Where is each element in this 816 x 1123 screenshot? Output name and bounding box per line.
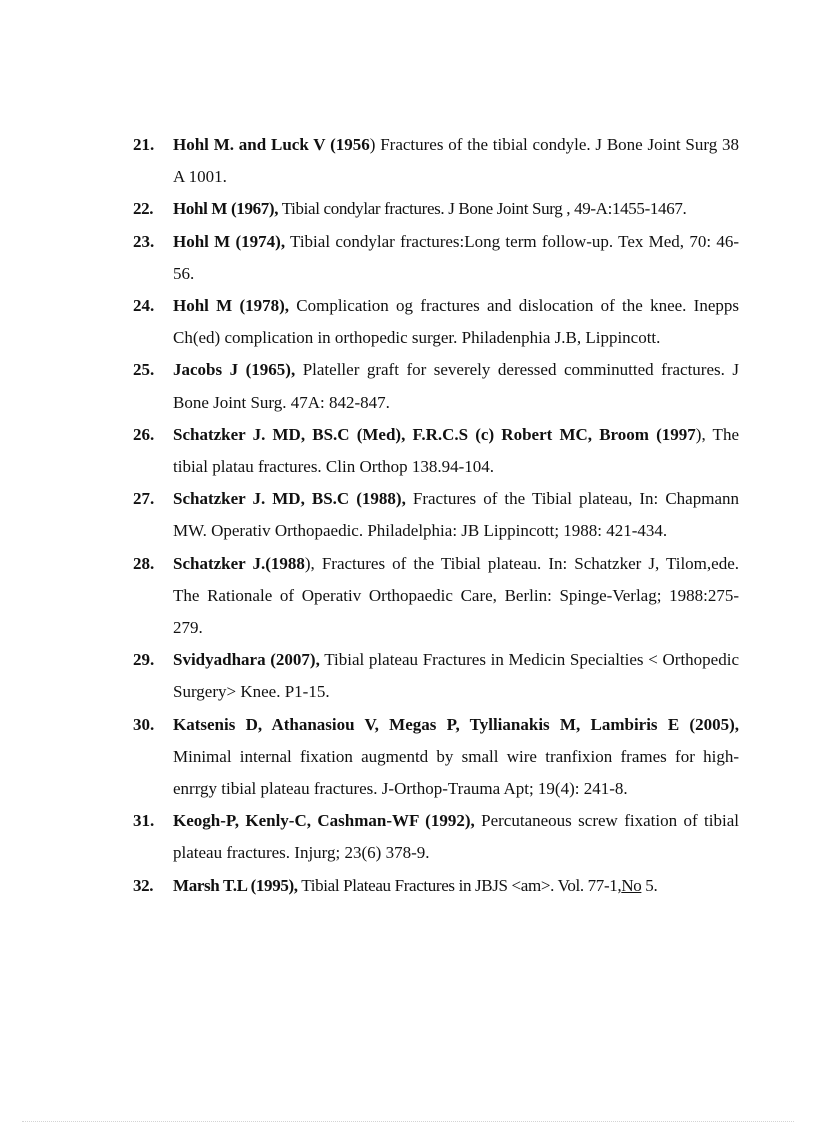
reference-details: ), Fractures of the Tibial plateau. In: Schatzker J, Tilom,ede. The Rationale of Operativ Orthopaedic Care, Berlin: Spinge-Verlag; 1988:275-279. (173, 553, 739, 638)
reference-authors: Jacobs J (1965), (173, 360, 296, 380)
reference-text (173, 805, 739, 869)
reference-details: Fractures of the Tibial plateau, In: Chapmann MW. Operativ Orthopaedic. Philadelphia: JB Lippincott; 1988: 421-434. (173, 489, 739, 541)
reference-details: ), The tibial platau fractures. Clin Orthop 138.94-104. (173, 424, 739, 477)
reference-details: Tibial condylar fractures:Long term follow-up. Tex Med, 70: 46-56. (173, 231, 739, 283)
reference-details: Tibial Plateau Fractures in JBJS <am>. Vol. 77-1, (297, 875, 622, 895)
reference-details: ) Fractures of the tibial condyle. J Bone Joint Surg 38 A 1001. (173, 135, 739, 187)
reference-number: 31. (133, 811, 155, 831)
reference-item-27 (133, 483, 739, 547)
reference-number: 22. (133, 199, 154, 219)
reference-authors: Marsh T.L (1995), (173, 875, 298, 895)
reference-number: 23. (133, 231, 155, 251)
reference-number: 30. (133, 714, 155, 734)
reference-item-25 (133, 354, 739, 418)
reference-number: 32. (133, 875, 154, 895)
reference-item-26 (133, 419, 739, 483)
reference-authors: Hohl M (1967), (173, 199, 279, 219)
reference-authors: Schatzker J. MD, BS.C (Med), F.R.C.S (c) Robert MC, Broom (1997 (173, 424, 696, 444)
reference-text (173, 709, 739, 806)
reference-authors: Schatzker J.(1988 (173, 553, 305, 573)
reference-details-tail: 5. (641, 875, 658, 895)
reference-text (173, 548, 739, 645)
reference-text (173, 870, 739, 902)
reference-authors: Hohl M (1974), (173, 231, 286, 251)
reference-text (173, 129, 739, 193)
reference-list (133, 129, 739, 902)
reference-number: 24. (133, 296, 155, 316)
reference-number: 21. (133, 135, 155, 154)
reference-item-29 (133, 644, 739, 708)
reference-details: Percutaneous screw fixation of tibial plateau fractures. Injurg; 23(6) 378-9. (173, 811, 739, 863)
reference-item-32 (133, 870, 739, 902)
reference-number: 29. (133, 650, 155, 670)
reference-text (173, 354, 739, 418)
reference-number: 26. (133, 424, 155, 444)
reference-item-24 (133, 290, 739, 354)
reference-number: 28. (133, 553, 155, 573)
reference-item-22 (133, 193, 739, 225)
reference-item-31 (133, 805, 739, 869)
reference-details: Complication og fractures and dislocation of the knee. Inepps Ch(ed) complication in orthopedic surger. Philadenphia J.B, Lippincott. (173, 296, 739, 348)
reference-text (173, 193, 739, 225)
reference-details: Tibial condylar fractures. J Bone Joint Surg , 49-A:1455-1467. (278, 199, 687, 219)
reference-authors: Schatzker J. MD, BS.C (1988), (173, 489, 406, 509)
reference-authors: Svidyadhara (2007), (173, 650, 320, 670)
reference-authors: Hohl M (1978), (173, 296, 290, 316)
page-edge-divider (22, 1121, 794, 1122)
reference-authors: Katsenis D, Athanasiou V, Megas P, Tyllianakis M, Lambiris E (2005), (173, 714, 739, 734)
reference-item-30 (133, 709, 739, 806)
reference-item-21 (133, 129, 739, 193)
reference-text (173, 483, 739, 547)
reference-authors: Hohl M. and Luck V (1956 (173, 135, 370, 154)
reference-details: Tibial plateau Fractures in Medicin Specialties < Orthopedic Surgery> Knee. P1-15. (173, 650, 739, 702)
reference-item-28 (133, 548, 739, 645)
reference-text (173, 419, 739, 483)
reference-authors: Keogh-P, Kenly-C, Cashman-WF (1992), (173, 811, 475, 831)
reference-number: 27. (133, 489, 155, 509)
reference-details: Plateller graft for severely deressed comminutted fractures. J Bone Joint Surg. 47A: 842-847. (173, 360, 739, 412)
reference-text (173, 290, 739, 354)
reference-details: Minimal internal fixation augmentd by small wire tranfixion frames for high-enrrgy tibial plateau fractures. J-Orthop-Trauma Apt; 19(4): 241-8. (173, 746, 739, 799)
number-abbreviation: No (621, 875, 642, 895)
reference-item-23 (133, 226, 739, 290)
reference-number: 25. (133, 360, 155, 380)
reference-text (173, 226, 739, 290)
reference-text (173, 644, 739, 708)
